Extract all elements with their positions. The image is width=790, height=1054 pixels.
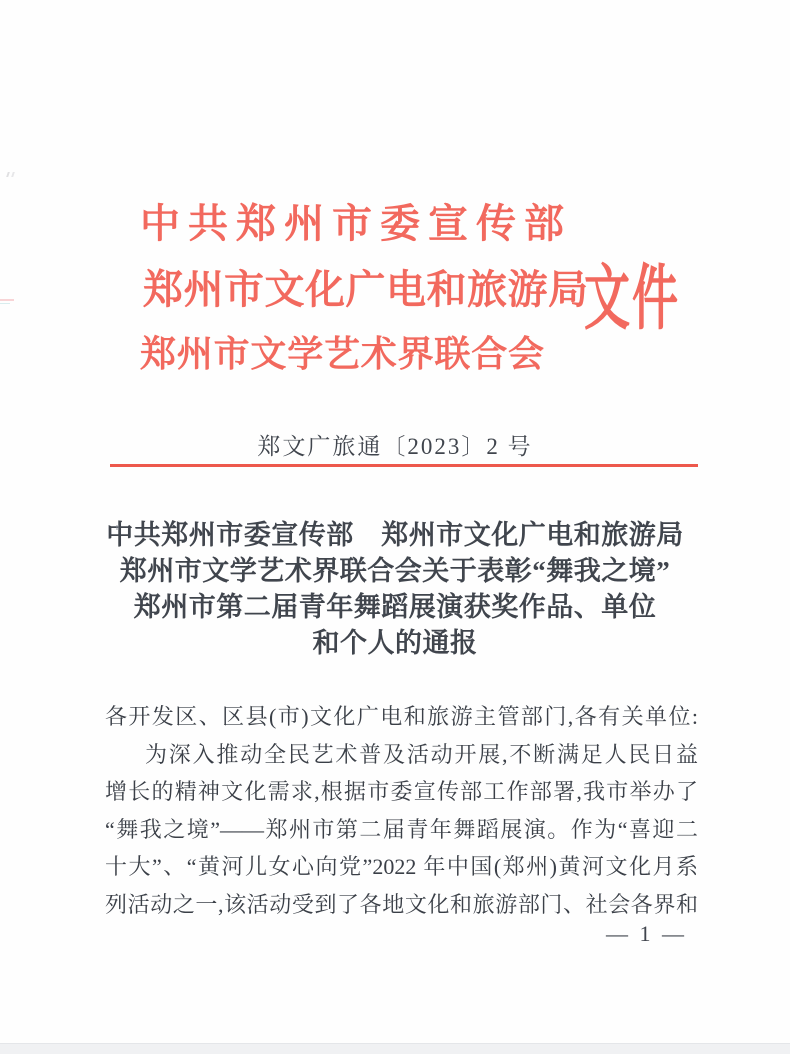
- title-line-2: 郑州市文学艺术界联合会关于表彰“舞我之境”: [119, 556, 671, 586]
- title-line-1: 中共郑州市委宣传部 郑州市文化广电和旅游局: [106, 520, 684, 550]
- body-line-6: 列活动之一,该活动受到了各地文化和旅游部门、社会各界和: [105, 891, 698, 917]
- scan-artifact-pink-tick: [0, 299, 14, 301]
- body-line-5: 十大”、“黄河儿女心向党”2022 年中国(郑州)黄河文化月系: [105, 854, 698, 879]
- document-title: [0, 517, 790, 661]
- letterhead-org-line-2: 郑州市文化广电和旅游局: [143, 267, 589, 312]
- scan-artifact-speck: [116, 525, 119, 530]
- document-body: [105, 698, 698, 923]
- letterhead-org-line-3: 郑州市文学艺术界联合会: [140, 334, 545, 374]
- title-line-4: 和个人的通报: [312, 628, 478, 658]
- scan-page-bottom-edge: [0, 1043, 790, 1054]
- scan-artifact-cyan-tick: [0, 303, 10, 304]
- document-number: 郑文广旅通〔2023〕2 号: [257, 434, 533, 459]
- body-line-3: 增长的精神文化需求,根据市委宣传部工作部署,我市举办了: [105, 779, 698, 804]
- page-number: — 1 —: [606, 921, 687, 946]
- red-divider-line: [110, 464, 698, 467]
- body-line-salutation: 各开发区、区县(市)文化广电和旅游主管部门,各有关单位:: [105, 704, 698, 729]
- letterhead-org-line-1: 中共郑州市委宣传部: [140, 201, 572, 246]
- body-line-4: “舞我之境”——郑州市第二届青年舞蹈展演。作为“喜迎二: [105, 816, 698, 842]
- scan-artifact-mark: [6, 172, 15, 177]
- title-line-3: 郑州市第二届青年舞蹈展演获奖作品、单位: [133, 592, 657, 622]
- letterhead-doc-type-label: 文件: [584, 259, 680, 339]
- body-line-2: 为深入推动全民艺术普及活动开展,不断满足人民日益: [145, 741, 698, 767]
